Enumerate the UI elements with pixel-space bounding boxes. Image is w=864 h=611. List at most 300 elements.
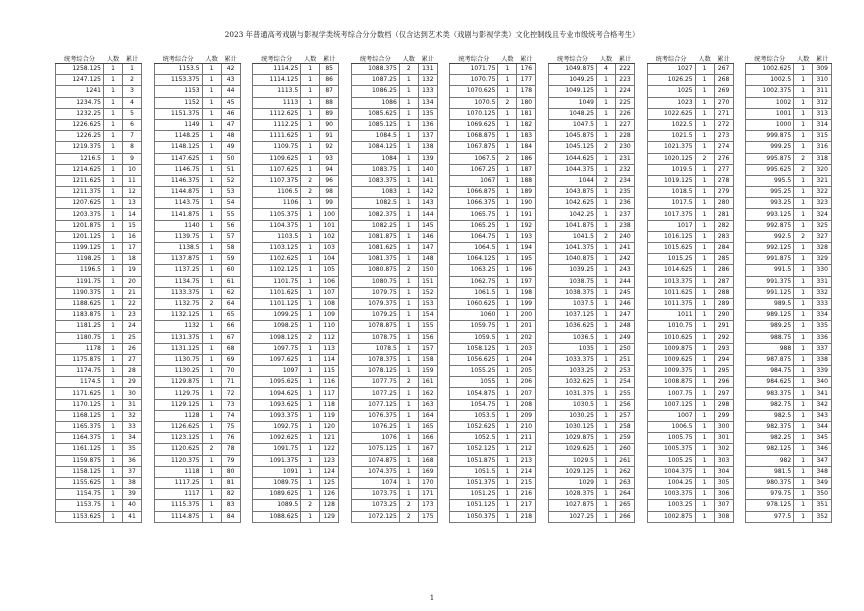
score-block	[449, 53, 536, 523]
cumulative-cell: 170	[418, 477, 437, 488]
count-cell: 1	[794, 354, 813, 365]
cumulative-cell: 240	[616, 231, 635, 242]
cumulative-cell: 14	[123, 209, 142, 220]
table-row	[549, 119, 635, 130]
score-cell: 1123.125	[154, 433, 202, 444]
table-row	[56, 153, 142, 164]
cumulative-cell: 145	[418, 220, 437, 231]
count-cell: 1	[695, 444, 714, 455]
count-cell: 1	[597, 477, 616, 488]
table-row	[154, 231, 240, 242]
count-cell: 1	[399, 231, 418, 242]
table-row	[351, 388, 437, 399]
score-cell: 1067.5	[450, 153, 498, 164]
cumulative-cell: 250	[616, 343, 635, 354]
table-row	[549, 343, 635, 354]
table-row	[351, 511, 437, 522]
count-cell: 1	[202, 119, 221, 130]
table-row	[56, 343, 142, 354]
count-cell: 1	[399, 399, 418, 410]
score-cell: 1082.375	[351, 209, 399, 220]
score-cell: 1077.25	[351, 388, 399, 399]
table-row	[253, 466, 339, 477]
cumulative-cell: 125	[320, 477, 339, 488]
count-cell: 1	[104, 466, 123, 477]
table-row	[647, 64, 733, 75]
cumulative-cell: 64	[221, 298, 240, 309]
table-row	[450, 287, 536, 298]
score-cell: 1153.5	[154, 64, 202, 75]
score-cell: 1036.625	[549, 321, 597, 332]
cumulative-cell: 81	[221, 477, 240, 488]
count-cell: 1	[202, 433, 221, 444]
cumulative-cell: 235	[616, 187, 635, 198]
count-cell: 1	[104, 287, 123, 298]
table-row	[746, 455, 832, 466]
table-row	[253, 388, 339, 399]
count-cell: 1	[597, 310, 616, 321]
score-cell: 1054.75	[450, 399, 498, 410]
score-cell: 1103.125	[253, 243, 301, 254]
score-cell: 1007.75	[647, 388, 695, 399]
score-cell: 1066.875	[450, 187, 498, 198]
count-cell: 1	[498, 108, 517, 119]
count-cell: 1	[794, 321, 813, 332]
cumulative-cell: 114	[320, 354, 339, 365]
count-cell: 1	[301, 64, 320, 75]
cumulative-cell: 226	[616, 108, 635, 119]
count-cell: 1	[301, 366, 320, 377]
table-row	[647, 511, 733, 522]
table-row	[647, 500, 733, 511]
score-cell: 1074	[351, 477, 399, 488]
score-block	[252, 53, 339, 523]
cumulative-cell: 329	[813, 254, 832, 265]
cumulative-cell: 15	[123, 220, 142, 231]
cumulative-cell: 344	[813, 422, 832, 433]
table-row	[746, 209, 832, 220]
cumulative-cell: 65	[221, 310, 240, 321]
table-row	[56, 97, 142, 108]
table-row	[549, 433, 635, 444]
score-cell: 1089.625	[253, 489, 301, 500]
table-row	[351, 131, 437, 142]
score-block	[154, 53, 241, 523]
cumulative-cell: 2	[123, 75, 142, 86]
score-cell: 1067.25	[450, 164, 498, 175]
count-cell: 1	[498, 477, 517, 488]
table-row	[746, 131, 832, 142]
header-cumulative: 累计	[616, 53, 635, 64]
table-row	[647, 97, 733, 108]
count-cell: 1	[104, 455, 123, 466]
count-cell: 1	[794, 422, 813, 433]
table-row	[154, 119, 240, 130]
table-row	[253, 119, 339, 130]
count-cell: 1	[202, 500, 221, 511]
score-block	[55, 53, 142, 523]
count-cell: 1	[597, 455, 616, 466]
score-cell: 1041.5	[549, 231, 597, 242]
cumulative-cell: 85	[320, 64, 339, 75]
count-cell: 1	[695, 477, 714, 488]
score-cell: 1023	[647, 97, 695, 108]
score-cell: 1051.875	[450, 455, 498, 466]
table-row	[56, 254, 142, 265]
score-cell: 1190.375	[56, 287, 104, 298]
table-row	[746, 220, 832, 231]
score-cell: 1035	[549, 343, 597, 354]
cumulative-cell: 53	[221, 187, 240, 198]
table-row	[56, 433, 142, 444]
score-cell: 1153	[154, 86, 202, 97]
score-block	[745, 53, 832, 523]
table-row	[549, 489, 635, 500]
score-cell: 1114.25	[253, 64, 301, 75]
table-row	[647, 276, 733, 287]
count-cell: 1	[597, 332, 616, 343]
score-cell: 1052.125	[450, 444, 498, 455]
score-cell: 1007.125	[647, 399, 695, 410]
cumulative-cell: 253	[616, 366, 635, 377]
table-row	[154, 310, 240, 321]
table-row	[154, 198, 240, 209]
score-cell: 1153.625	[56, 511, 104, 522]
count-cell: 1	[498, 343, 517, 354]
count-cell: 1	[202, 321, 221, 332]
cumulative-cell: 140	[418, 164, 437, 175]
score-cell: 1030.5	[549, 399, 597, 410]
score-cell: 1183.875	[56, 310, 104, 321]
cumulative-cell: 96	[320, 175, 339, 186]
count-cell: 1	[794, 466, 813, 477]
table-row	[253, 511, 339, 522]
cumulative-cell: 57	[221, 231, 240, 242]
cumulative-cell: 347	[813, 455, 832, 466]
table-row	[746, 500, 832, 511]
count-cell: 1	[794, 265, 813, 276]
table-row	[56, 477, 142, 488]
table-row	[746, 321, 832, 332]
cumulative-cell: 299	[714, 410, 733, 421]
score-cell: 1070.75	[450, 75, 498, 86]
table-row	[647, 142, 733, 153]
cumulative-cell: 126	[320, 489, 339, 500]
table-row	[154, 220, 240, 231]
count-cell: 1	[104, 477, 123, 488]
cumulative-cell: 164	[418, 410, 437, 421]
table-row	[746, 444, 832, 455]
cumulative-cell: 9	[123, 153, 142, 164]
table-row	[746, 164, 832, 175]
score-cell: 1161.125	[56, 444, 104, 455]
count-cell: 1	[597, 422, 616, 433]
count-cell: 1	[202, 164, 221, 175]
cumulative-cell: 341	[813, 388, 832, 399]
cumulative-cell: 178	[517, 86, 536, 97]
cumulative-cell: 339	[813, 366, 832, 377]
score-cell: 1133.375	[154, 287, 202, 298]
cumulative-cell: 181	[517, 108, 536, 119]
cumulative-cell: 332	[813, 287, 832, 298]
table-row	[253, 265, 339, 276]
table-row	[647, 131, 733, 142]
header-count: 人数	[794, 53, 813, 64]
table-row	[351, 75, 437, 86]
count-cell: 2	[597, 231, 616, 242]
table-row	[154, 97, 240, 108]
count-cell: 1	[202, 343, 221, 354]
page-title: 2023 年普通高考戏剧与影视学类统考综合分分数档（仅含达到艺术类（戏剧与影视学类）文化控制线且专业市级统考合格考生）	[224, 30, 640, 39]
count-cell: 1	[399, 97, 418, 108]
cumulative-cell: 280	[714, 198, 733, 209]
table-row	[351, 410, 437, 421]
table-row	[647, 455, 733, 466]
count-cell: 1	[695, 131, 714, 142]
cumulative-cell: 208	[517, 399, 536, 410]
table-row	[549, 310, 635, 321]
count-cell: 1	[202, 287, 221, 298]
score-cell: 1099.25	[253, 310, 301, 321]
table-row	[253, 422, 339, 433]
score-cell: 1098.125	[253, 332, 301, 343]
score-cell: 1093.375	[253, 410, 301, 421]
count-cell: 1	[202, 97, 221, 108]
count-cell: 1	[104, 75, 123, 86]
score-cell: 1106	[253, 198, 301, 209]
table-row	[154, 511, 240, 522]
score-cell: 1241	[56, 86, 104, 97]
score-cell: 1083.375	[351, 175, 399, 186]
count-cell: 2	[399, 64, 418, 75]
score-cell: 981.5	[746, 466, 794, 477]
table-row	[549, 254, 635, 265]
score-cell: 999.875	[746, 131, 794, 142]
count-cell: 1	[104, 500, 123, 511]
table-row	[56, 489, 142, 500]
table-row	[647, 175, 733, 186]
count-cell: 1	[498, 321, 517, 332]
cumulative-cell: 60	[221, 265, 240, 276]
count-cell: 1	[104, 175, 123, 186]
table-row	[450, 354, 536, 365]
cumulative-cell: 26	[123, 343, 142, 354]
count-cell: 2	[399, 265, 418, 276]
count-cell: 1	[794, 175, 813, 186]
count-cell: 1	[104, 366, 123, 377]
table-row	[746, 422, 832, 433]
score-cell: 1009.625	[647, 354, 695, 365]
cumulative-cell: 32	[123, 410, 142, 421]
count-cell: 1	[202, 489, 221, 500]
cumulative-cell: 103	[320, 243, 339, 254]
count-cell: 1	[202, 377, 221, 388]
table-row	[647, 75, 733, 86]
count-cell: 4	[597, 64, 616, 75]
table-row	[154, 86, 240, 97]
score-cell: 982.5	[746, 410, 794, 421]
score-cell: 1118	[154, 466, 202, 477]
count-cell: 2	[301, 187, 320, 198]
table-row	[549, 399, 635, 410]
count-cell: 1	[399, 321, 418, 332]
score-cell: 1044.625	[549, 153, 597, 164]
table-row	[450, 265, 536, 276]
cumulative-cell: 8	[123, 142, 142, 153]
count-cell: 1	[104, 332, 123, 343]
score-cell: 1069.625	[450, 119, 498, 130]
count-cell: 1	[498, 366, 517, 377]
header-score: 统考综合分	[746, 53, 794, 64]
score-cell: 995.875	[746, 153, 794, 164]
count-cell: 1	[301, 86, 320, 97]
table-row	[450, 220, 536, 231]
count-cell: 1	[202, 86, 221, 97]
count-cell: 1	[695, 108, 714, 119]
cumulative-cell: 305	[714, 477, 733, 488]
cumulative-cell: 214	[517, 466, 536, 477]
score-cell: 1051.5	[450, 466, 498, 477]
table-row	[154, 209, 240, 220]
count-cell: 1	[597, 377, 616, 388]
score-cell: 1003.25	[647, 500, 695, 511]
table-row	[450, 108, 536, 119]
table-row	[549, 455, 635, 466]
table-row	[549, 366, 635, 377]
count-cell: 1	[498, 388, 517, 399]
score-cell: 991.125	[746, 287, 794, 298]
count-cell: 1	[301, 276, 320, 287]
table-row	[253, 489, 339, 500]
score-cell: 1113.5	[253, 86, 301, 97]
cumulative-cell: 72	[221, 388, 240, 399]
count-cell: 2	[399, 511, 418, 522]
table-row	[253, 209, 339, 220]
cumulative-cell: 284	[714, 243, 733, 254]
table-row	[56, 366, 142, 377]
table-row	[351, 153, 437, 164]
table-row	[253, 287, 339, 298]
count-cell: 1	[301, 354, 320, 365]
score-cell: 1115.375	[154, 500, 202, 511]
cumulative-cell: 241	[616, 243, 635, 254]
table-row	[56, 388, 142, 399]
cumulative-cell: 272	[714, 119, 733, 130]
score-cell: 1082.5	[351, 198, 399, 209]
table-row	[56, 332, 142, 343]
count-cell: 1	[498, 466, 517, 477]
score-cell: 1203.375	[56, 209, 104, 220]
table-row	[647, 477, 733, 488]
cumulative-cell: 251	[616, 354, 635, 365]
cumulative-cell: 338	[813, 354, 832, 365]
count-cell: 1	[104, 433, 123, 444]
score-cell: 1017.5	[647, 198, 695, 209]
cumulative-cell: 292	[714, 332, 733, 343]
score-cell: 1006.5	[647, 422, 695, 433]
table-row	[746, 511, 832, 522]
score-cell: 1033.25	[549, 366, 597, 377]
count-cell: 1	[399, 477, 418, 488]
cumulative-cell: 245	[616, 287, 635, 298]
count-cell: 1	[301, 231, 320, 242]
count-cell: 1	[301, 198, 320, 209]
score-cell: 1114.125	[253, 75, 301, 86]
table-row	[351, 175, 437, 186]
count-cell: 1	[301, 444, 320, 455]
score-cell: 1037.125	[549, 310, 597, 321]
table-row	[351, 108, 437, 119]
cumulative-cell: 286	[714, 265, 733, 276]
count-cell: 2	[597, 142, 616, 153]
header-count: 人数	[695, 53, 714, 64]
score-cell: 1132.75	[154, 298, 202, 309]
table-row	[253, 153, 339, 164]
score-cell: 1101.125	[253, 298, 301, 309]
count-cell: 1	[202, 354, 221, 365]
count-cell: 1	[202, 231, 221, 242]
count-cell: 1	[597, 466, 616, 477]
table-row	[351, 298, 437, 309]
score-cell: 992.125	[746, 243, 794, 254]
cumulative-cell: 79	[221, 455, 240, 466]
table-row	[647, 153, 733, 164]
table-row	[154, 298, 240, 309]
cumulative-cell: 211	[517, 433, 536, 444]
table-row	[549, 500, 635, 511]
score-cell: 1031.375	[549, 388, 597, 399]
score-cell: 1013.375	[647, 276, 695, 287]
table-row	[549, 265, 635, 276]
cumulative-cell: 277	[714, 164, 733, 175]
score-cell: 1095.625	[253, 377, 301, 388]
cumulative-cell: 282	[714, 220, 733, 231]
score-cell: 1039.25	[549, 265, 597, 276]
score-cell: 1148.125	[154, 142, 202, 153]
cumulative-cell: 309	[813, 64, 832, 75]
score-cell: 1000	[746, 119, 794, 130]
cumulative-cell: 291	[714, 321, 733, 332]
table-row	[549, 466, 635, 477]
count-cell: 1	[399, 108, 418, 119]
cumulative-cell: 169	[418, 466, 437, 477]
score-cell: 1091	[253, 466, 301, 477]
cumulative-cell: 200	[517, 310, 536, 321]
count-cell: 1	[399, 410, 418, 421]
table-row	[746, 388, 832, 399]
cumulative-cell: 281	[714, 209, 733, 220]
score-cell: 1091.375	[253, 455, 301, 466]
table-row	[154, 343, 240, 354]
table-row	[549, 511, 635, 522]
score-cell: 1154.75	[56, 489, 104, 500]
table-row	[549, 298, 635, 309]
table-row	[253, 332, 339, 343]
score-cell: 1084	[351, 153, 399, 164]
score-cell: 1130.25	[154, 366, 202, 377]
count-cell: 1	[301, 164, 320, 175]
cumulative-cell: 56	[221, 220, 240, 231]
cumulative-cell: 310	[813, 75, 832, 86]
cumulative-cell: 195	[517, 254, 536, 265]
cumulative-cell: 38	[123, 477, 142, 488]
count-cell: 1	[498, 164, 517, 175]
table-row	[647, 108, 733, 119]
cumulative-cell: 249	[616, 332, 635, 343]
count-cell: 2	[301, 500, 320, 511]
cumulative-cell: 212	[517, 444, 536, 455]
score-cell: 1152	[154, 97, 202, 108]
